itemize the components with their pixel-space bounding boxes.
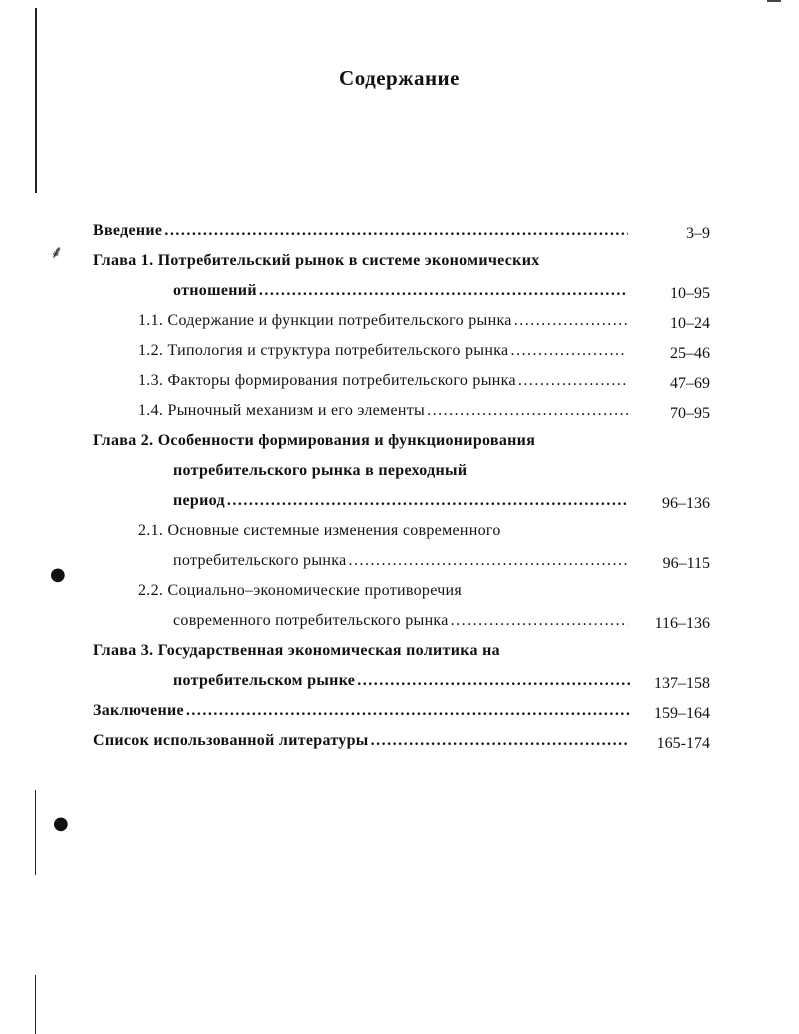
toc-ch3-line1: Глава 3. Государственная экономическая политика на <box>93 642 500 659</box>
toc-ch2-line3: период ..... <box>173 492 628 522</box>
toc-conclusion-pages: 159–164 <box>654 705 710 722</box>
toc-ch1-pages: 10–95 <box>670 285 710 302</box>
toc-s14-pages: 70–95 <box>670 405 710 422</box>
toc-s13-pages: 47–69 <box>670 375 710 392</box>
toc-s12-pages: 25–46 <box>670 345 710 362</box>
toc-s14: 1.4. Рыночный механизм и его элементы ..... <box>138 402 630 432</box>
toc-ch2-line2: потребительского рынка в переходный <box>173 462 468 479</box>
toc-ch2-line1: Глава 2. Особенности формирования и функционирования <box>93 432 536 449</box>
toc-s13: 1.3. Факторы формирования потребительского рынка ..... <box>138 372 630 402</box>
toc-s22-line1: 2.2. Социально–экономические противоречия <box>138 582 463 599</box>
toc-conclusion: Заключение ..... <box>93 702 633 732</box>
toc-s21-line2: потребительского рынка ..... <box>173 552 630 582</box>
toc-s21-line1: 2.1. Основные системные изменения современного <box>138 522 501 539</box>
toc-s11-pages: 10–24 <box>670 315 710 332</box>
scan-mark-3: ● <box>53 813 69 834</box>
margin-line-bottom <box>35 790 36 875</box>
toc-ch3-line2: потребительском рынке ..... <box>173 672 633 702</box>
toc-ch1-line2: отношений ..... <box>173 282 630 312</box>
toc-s22-pages: 116–136 <box>654 615 710 632</box>
toc-intro-label: Введение <box>93 222 163 239</box>
toc-s11: 1.1. Содержание и функции потребительского рынка ..... <box>138 312 630 342</box>
corner-tick <box>767 0 781 2</box>
page-title: Содержание <box>339 66 460 90</box>
toc-s22-line2: современного потребительского рынка ..... <box>173 612 630 642</box>
toc-intro-pages: 3–9 <box>686 225 710 242</box>
scan-mark-2: ● <box>50 564 66 585</box>
scan-mark-1: ⸙ <box>50 242 64 263</box>
toc-ch3-pages: 137–158 <box>654 675 710 692</box>
toc-s21-pages: 96–115 <box>662 555 710 572</box>
toc-references: Список использованной литературы ..... <box>93 732 630 762</box>
toc-ch2-pages: 96–136 <box>662 495 710 512</box>
toc-ch1-line1: Глава 1. Потребительский рынок в системе экономических <box>93 252 540 269</box>
toc-references-pages: 165-174 <box>656 735 710 752</box>
toc-s12: 1.2. Типология и структура потребительского рынка ..... <box>138 342 627 372</box>
toc-intro <box>93 222 630 252</box>
margin-line-footer <box>35 975 36 1034</box>
margin-line-top <box>35 8 37 193</box>
